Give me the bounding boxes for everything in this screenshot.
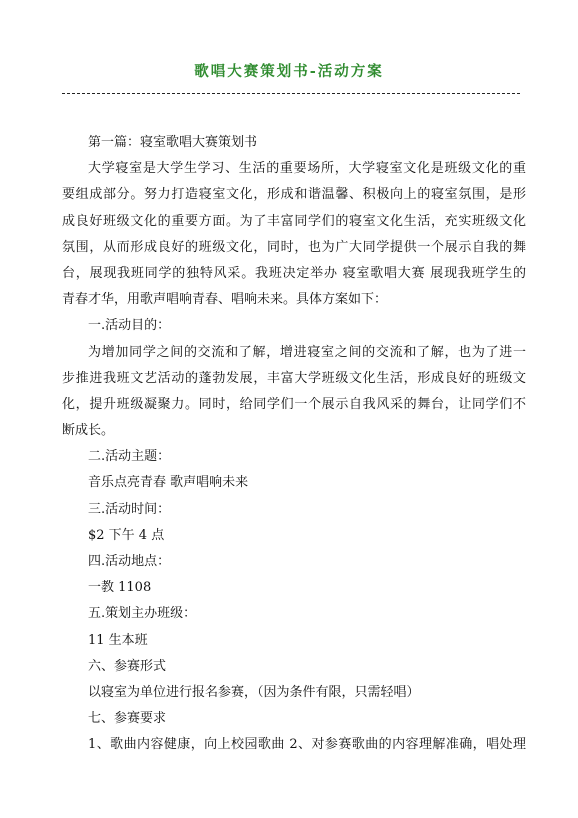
dashed-divider	[62, 93, 520, 94]
text-line: 六、参赛形式	[88, 658, 167, 674]
text-line: 四.活动地点：	[88, 554, 171, 569]
text-line: 步推进我班文艺活动的蓬勃发展，丰富大学班级文化生活，形成良好的班级文	[62, 370, 526, 386]
text-line: $2 下午 4 点	[88, 527, 165, 543]
text-line: 三.活动时间：	[88, 501, 171, 517]
text-line: 一.活动目的：	[88, 318, 171, 334]
text-line: 11 生本班	[88, 632, 148, 648]
text-line: 音乐点亮青春 歌声唱响未来	[88, 475, 249, 491]
text-line: 1、歌曲内容健康，向上校园歌曲 2、对参赛歌曲的内容理解准确，唱处理	[88, 737, 526, 753]
text-line: 为增加同学之间的交流和了解，增进寝室之间的交流和了解，也为了进一	[88, 344, 526, 360]
text-line: 要组成部分。努力打造寝室文化，形成和谐温馨、积极向上的寝室氛围，是形	[62, 187, 526, 203]
text-line: 青春才华，用歌声唱响青春、唱响未来。具体方案如下：	[62, 292, 388, 308]
document-title: 歌唱大赛策划书-活动方案	[194, 63, 384, 80]
text-line: 一教 1108	[88, 580, 152, 596]
text-line: 以寝室为单位进行报名参赛，（因为条件有限，只需轻唱）	[88, 684, 420, 700]
text-line: 台，展现我班同学的独特风采。我班决定举办 寝室歌唱大赛 展现我班学生的	[62, 265, 526, 281]
text-line: 五.策划主办班级：	[88, 606, 197, 622]
text-line: 氛围，从而形成良好的班级文化，同时，也为广大同学提供一个展示自我的舞	[62, 239, 526, 255]
text-line: 化，提升班级凝聚力。同时，给同学们一个展示自我风采的舞台，让同学们不	[62, 396, 526, 412]
text-line: 第一篇：寝室歌唱大赛策划书	[88, 135, 258, 150]
text-line: 成良好班级文化的重要方面。为了丰富同学们的寝室文化生活，充实班级文化	[62, 213, 526, 229]
text-line: 七、参赛要求	[88, 711, 167, 727]
document-body	[62, 130, 526, 759]
text-line: 断成长。	[62, 423, 115, 439]
text-line: 大学寝室是大学生学习、生活的重要场所，大学寝室文化是班级文化的重	[88, 161, 526, 177]
text-line: 二.活动主题：	[88, 449, 171, 465]
